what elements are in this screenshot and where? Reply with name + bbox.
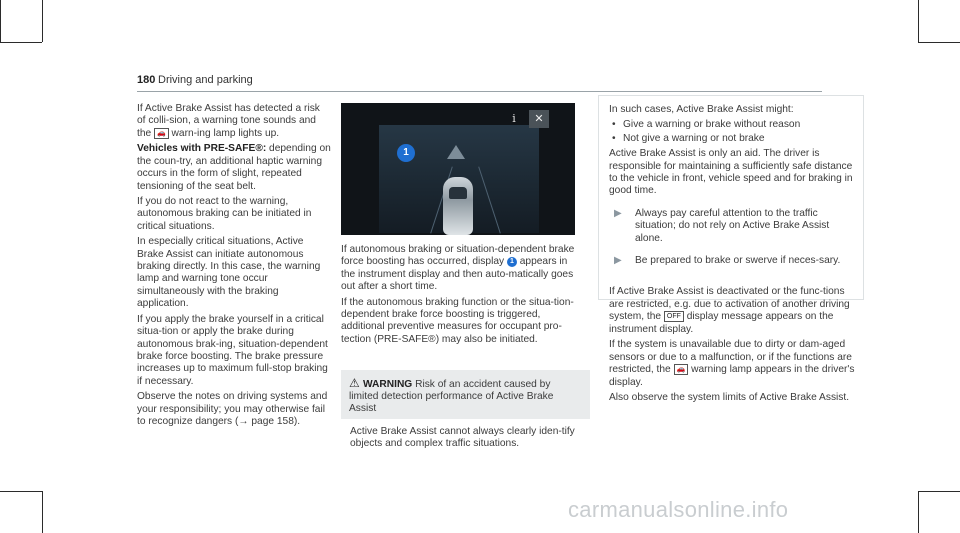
crop-mark (0, 491, 42, 492)
subheading: Vehicles with PRE-SAFE®: (137, 143, 267, 155)
crop-mark (0, 42, 42, 43)
middle-column (341, 244, 581, 349)
paragraph: If you do not react to the warning, autonomous braking can be initiated in critical situations. (137, 196, 312, 232)
paragraph: If the autonomous braking function or the situa-tion-dependent brake force boosting is triggered, additional preventive measures for occupant pro-tection (PRE-SAFE®) may also be initiated. (341, 296, 574, 345)
warning-icon: ⚠ (349, 376, 360, 390)
paragraph: In such cases, Active Brake Assist might: (609, 104, 794, 115)
warning-box (341, 370, 590, 465)
display-panel (379, 125, 539, 233)
callout-marker: 1 (507, 257, 517, 267)
warning-header: ⚠ WARNING Risk of an accident caused by limited detection performance of Active Brake Assist (341, 370, 590, 419)
car-icon (443, 177, 473, 235)
list-item: • Give a warning or brake without reason (623, 119, 856, 131)
crop-mark (42, 491, 43, 533)
bullet-list (609, 119, 856, 145)
crop-mark (0, 0, 1, 42)
lane-line (478, 167, 501, 234)
header-divider (137, 91, 822, 92)
list-item: • Not give a warning or not brake (623, 133, 856, 145)
page-number: 180 (137, 74, 156, 86)
callout-marker: 1 (397, 144, 415, 162)
warning-triangle-icon (447, 145, 465, 159)
paragraph: Active Brake Assist is only an aid. The driver is responsible for maintaining a sufficiently safe distance to the vehicle in front, vehicle speed and for braking in good time. (609, 148, 853, 197)
paragraph: Also observe the system limits of Active Brake Assist. (609, 392, 850, 404)
crop-mark (918, 491, 919, 533)
watermark: carmanualsonline.info (568, 497, 789, 522)
paragraph: Observe the notes on driving systems and your responsibility; you may otherwise fail to recognize dangers (→ page 158). (137, 391, 328, 427)
paragraph: If Active Brake Assist is deactivated or the func-tions are restricted, e.g. due to activation of another driving system, the OFF display message appears on the instrument display. (609, 286, 850, 335)
paragraph: If the system is unavailable due to dirty or dam-aged sensors or due to a malfunction, or if the functions are restricted, the 🚗 warning lamp appears in the driver's display. (609, 339, 855, 388)
crop-mark (918, 0, 919, 42)
paragraph: If you apply the brake yourself in a critical situa-tion or apply the brake during autonomous brak-ing, situation-dependent brake force boosting. The brake pressure increases up to maximum full-stop braking if necessary. (137, 313, 328, 387)
system-off-icon: OFF (664, 311, 684, 322)
instruction-step: ▶ Always pay careful attention to the traffic situation; do not rely on Active Brake Assist alone. (614, 207, 830, 244)
right-column (609, 104, 856, 408)
instruction-step: ▶ Be prepared to brake or swerve if neces-sary. (614, 255, 841, 267)
collision-warning-icon: 🚗 (154, 128, 169, 139)
paragraph: If autonomous braking or situation-dependent brake force boosting has occurred, display 1 appears in the instrument display and then auto-matically goes out after a short time. (341, 244, 575, 293)
info-icon: i (512, 112, 516, 125)
crop-mark (918, 42, 960, 43)
warning-title: WARNING (363, 379, 413, 390)
crop-mark (42, 0, 43, 42)
paragraph: If Active Brake Assist has detected a risk of colli-sion, a warning tone sounds and the 🚗 warn-ing lamp lights up. (137, 103, 320, 139)
crop-mark (918, 491, 960, 492)
instrument-display-image (341, 103, 575, 235)
car-window (449, 187, 467, 199)
step-arrow-icon: ▶ (614, 255, 622, 267)
malfunction-warning-icon: 🚗 (674, 364, 689, 375)
paragraph: Vehicles with PRE-SAFE®: depending on the coun-try, an additional haptic warning occurs in the form of slight, repeated tensioning of the seat belt. (137, 143, 331, 192)
close-icon: ✕ (529, 110, 549, 128)
left-column (137, 103, 331, 431)
section-title: Driving and parking (158, 74, 253, 86)
paragraph: In especially critical situations, Active Brake Assist can initiate autonomous braking directly. In this case, the warning lamp and warning tone occur simultaneously with the braking application. (137, 236, 321, 310)
warning-body: Active Brake Assist cannot always clearly iden-tify objects and complex traffic situations. (350, 426, 575, 450)
step-arrow-icon: ▶ (614, 207, 622, 219)
